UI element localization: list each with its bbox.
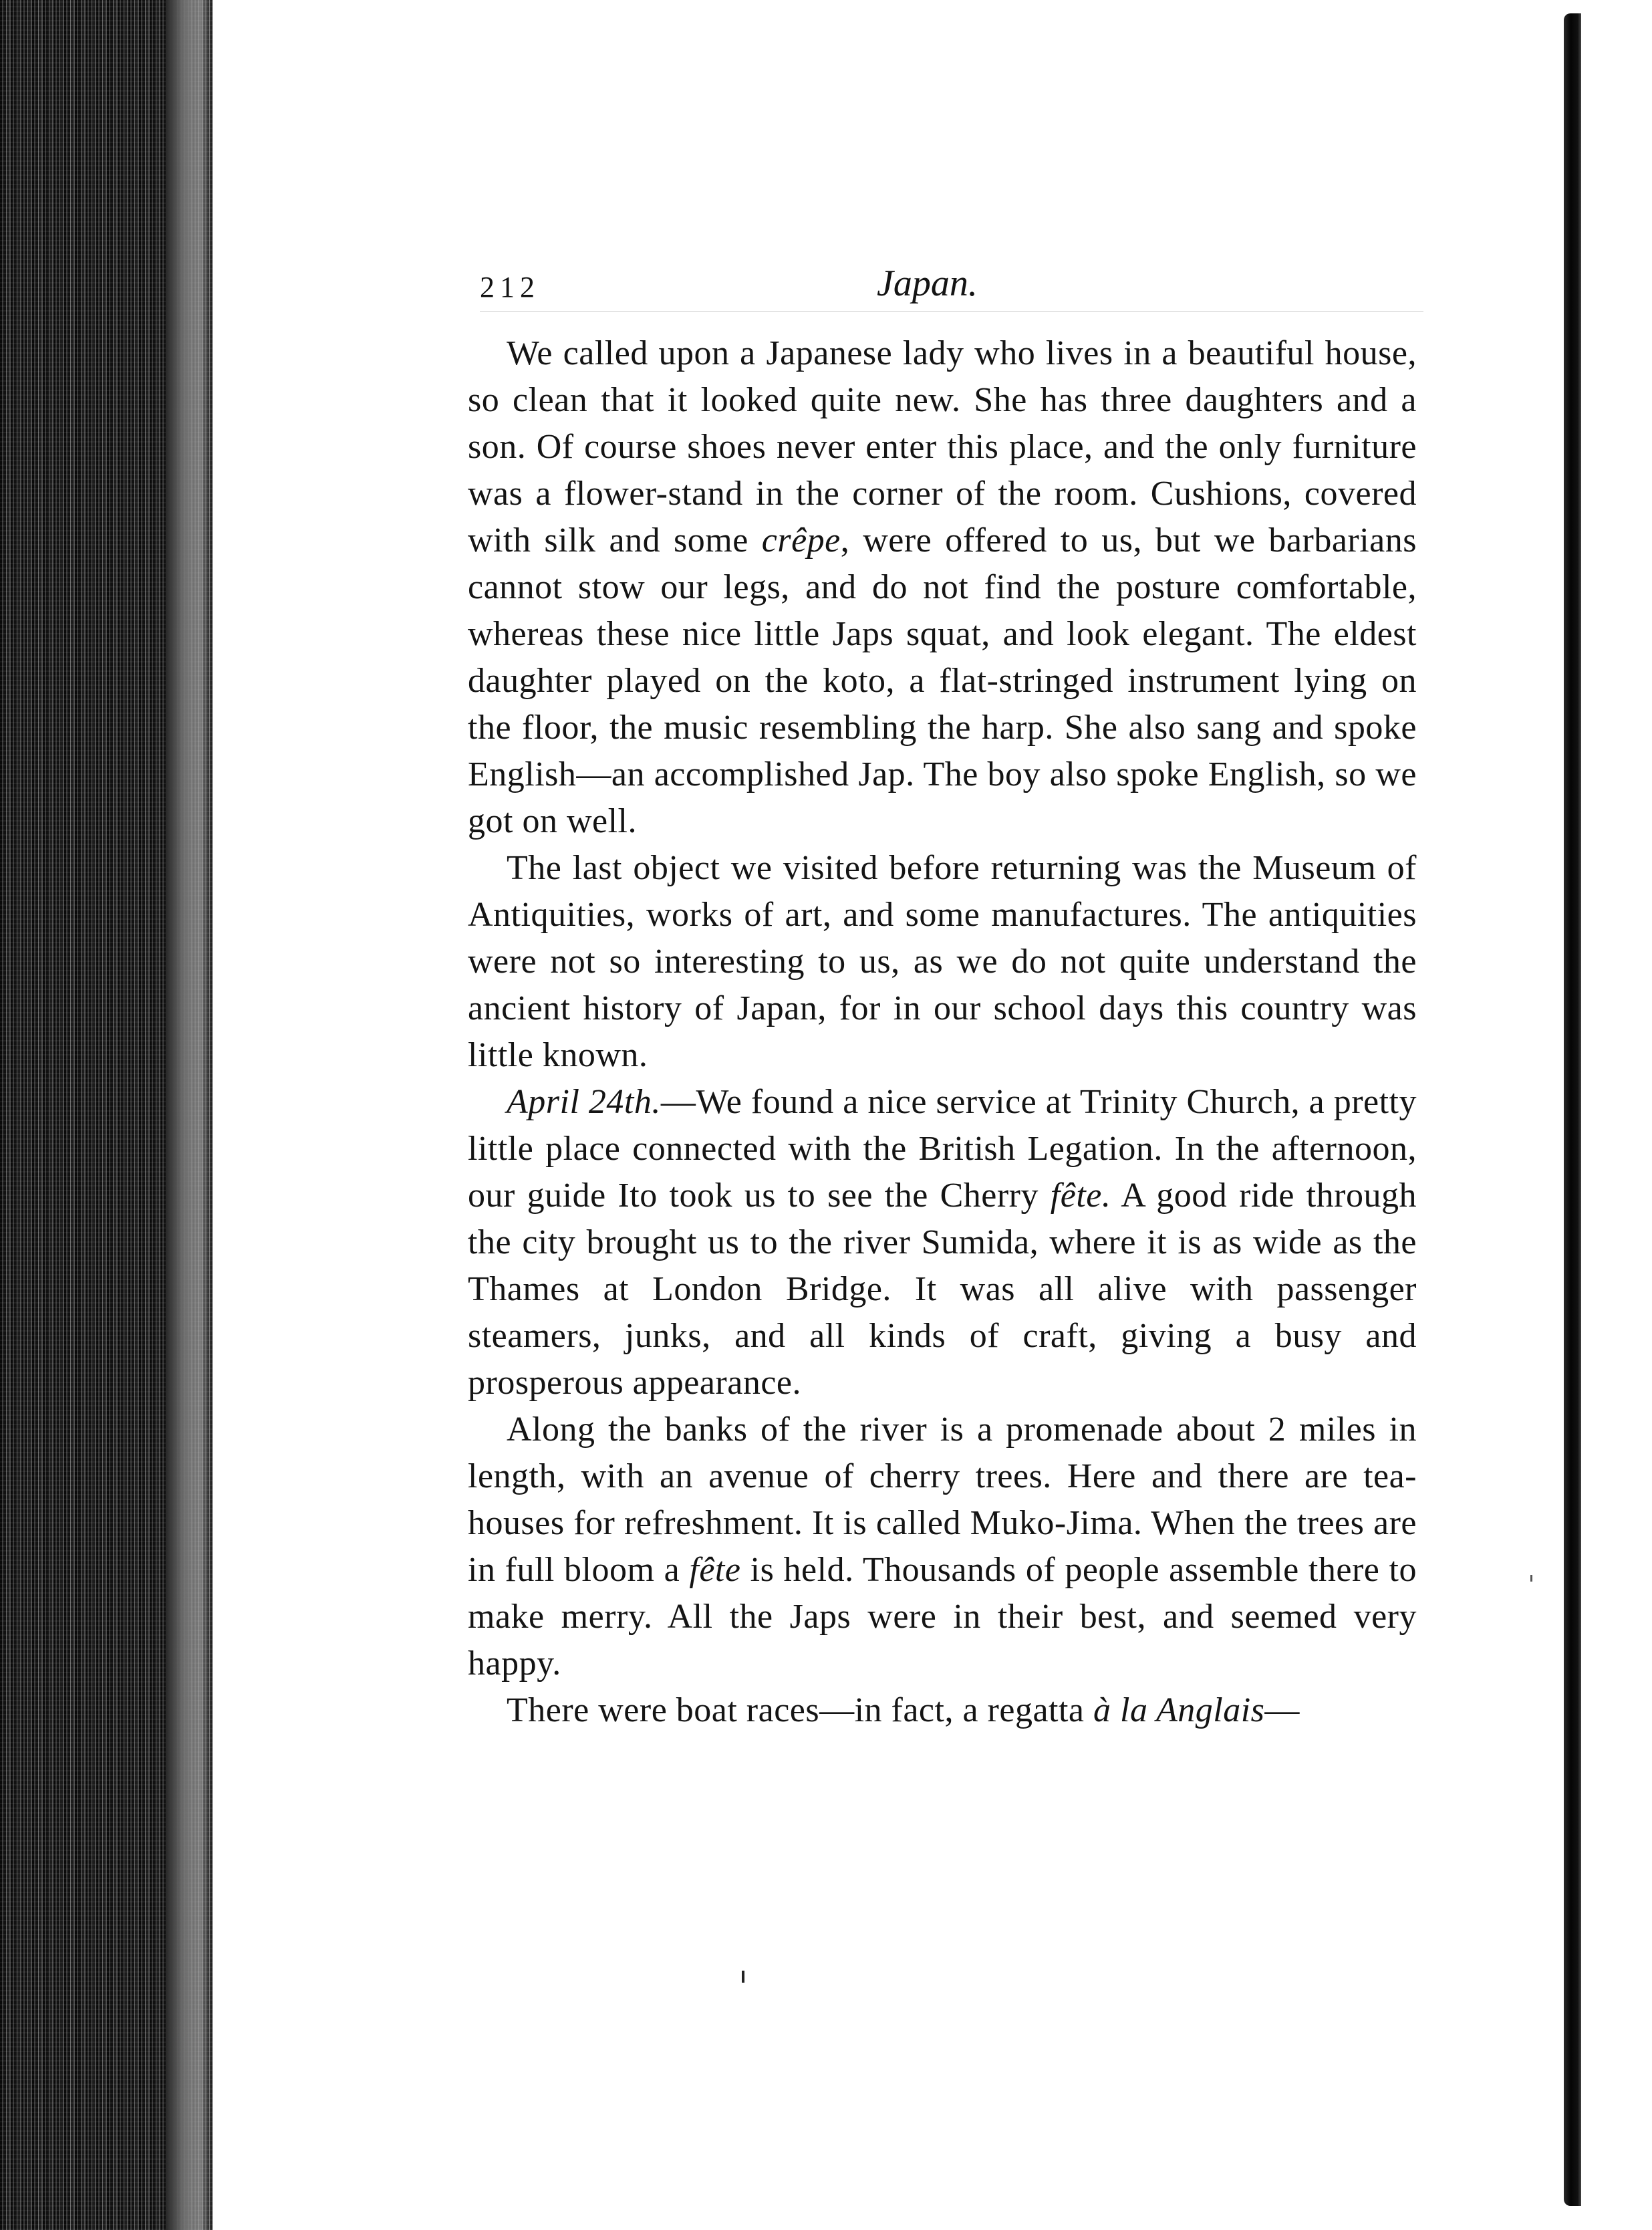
- italic-segment: à la Anglais: [1093, 1691, 1265, 1729]
- header-rule: [480, 311, 1423, 312]
- italic-segment: crêpe: [761, 521, 841, 560]
- paragraph: [468, 1079, 1417, 1406]
- gutter-shadow: [166, 0, 213, 2230]
- running-head: [468, 254, 1417, 307]
- text-segment: , were offered to us, but we barbarians cannot stow our legs, and do not find the posture comfortable, whereas these nice little Japs squat, and look elegant. The eldest daughter played on the koto, a flat-stringed instrument lying on the floor, the music resembling the harp. She also sang and spoke English—an accomplished Jap. The boy also spoke English, so we got on well.: [468, 521, 1417, 840]
- text-segment: There were boat races—in fact, a regatta: [507, 1691, 1093, 1729]
- paragraph: [468, 845, 1417, 1079]
- text-segment: The last object we visited before returning was the Museum of Antiquities, works of art, and some manufactures. The antiquities were not so interesting to us, as we do not quite understand the ancient history of Japan, for in our school days this country was little known.: [468, 849, 1417, 1074]
- italic-segment: fête.: [1050, 1176, 1111, 1215]
- text-segment: —We found a nice service at Trinity Church, a pretty little place connected with the British Legation. In the afternoon, our guide Ito took us to see the Cherry: [468, 1083, 1417, 1215]
- book-page: [468, 254, 1417, 1734]
- italic-segment: April 24th.: [507, 1083, 661, 1121]
- text-segment: We called upon a Japanese lady who lives in a beautiful house, so clean that it looked quite new. She has three daughters and a son. Of course shoes never enter this place, and the only furniture was a flower-stand in the corner of the room. Cushions, covered with silk and some: [468, 334, 1417, 560]
- running-title: Japan.: [877, 263, 978, 304]
- ink-speck: [742, 1971, 744, 1983]
- body-text: [468, 330, 1417, 1734]
- right-edge-shadow: [1564, 13, 1581, 2206]
- paragraph: [468, 1687, 1417, 1734]
- text-segment: A good ride through the city brought us to the river Sumida, where it is as wide as the Thames at London Bridge. It was all alive with passenger steamers, junks, and all kinds of craft, giving a busy and prosperous appearance.: [468, 1176, 1417, 1402]
- italic-segment: fête: [689, 1551, 741, 1589]
- ink-speck: [1530, 1575, 1532, 1582]
- text-segment: Along the banks of the river is a promenade about 2 miles in length, with an avenue of cherry trees. Here and there are tea-houses for refreshment. It is called Muko-Jima. When the trees are in full bloom a: [468, 1410, 1417, 1589]
- paragraph: [468, 330, 1417, 845]
- page-number: 212: [480, 271, 540, 303]
- paragraph: [468, 1406, 1417, 1687]
- right-page-edge: [1564, 0, 1652, 2230]
- text-segment: —: [1264, 1691, 1300, 1729]
- text-segment: is held. Thousands of people assemble there to make merry. All the Japs were in their best, and seemed very happy.: [468, 1551, 1417, 1683]
